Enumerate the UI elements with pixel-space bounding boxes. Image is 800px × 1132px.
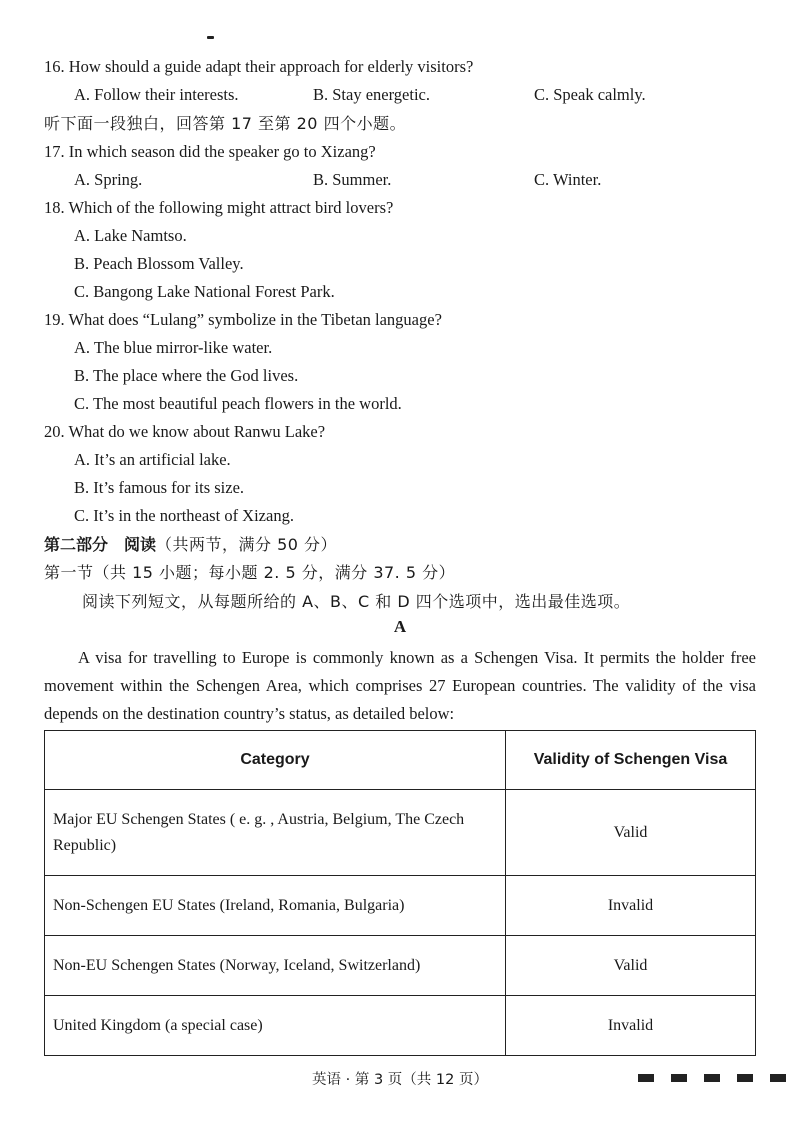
question-17-option-b: B. Summer. xyxy=(313,170,392,189)
table-cell-category: Major EU Schengen States ( e. g. , Austria, Belgium, The Czech Republic) xyxy=(45,790,506,876)
instruction-17-20: 听下面一段独白，回答第 17 至第 20 四个小题。 xyxy=(44,114,407,133)
table-header-row xyxy=(45,731,756,790)
page-footer: 英语 · 第 3 页（共 12 页） xyxy=(312,1072,488,1088)
passage-a-intro xyxy=(44,644,756,728)
table-row xyxy=(45,936,756,996)
dash-mark xyxy=(671,1074,687,1082)
table-row xyxy=(45,876,756,936)
question-19-stem: 19. What does “Lulang” symbolize in the Tibetan language? xyxy=(44,310,442,329)
question-20-option-a: A. It’s an artificial lake. xyxy=(74,450,231,469)
scan-mark xyxy=(207,36,214,39)
question-16-option-a: A. Follow their interests. xyxy=(74,85,239,104)
question-18-stem: 18. Which of the following might attract bird lovers? xyxy=(44,198,394,217)
question-17-option-a: A. Spring. xyxy=(74,170,143,189)
question-19-option-b: B. The place where the God lives. xyxy=(74,366,299,385)
footer-dash-marks xyxy=(638,1074,786,1082)
question-17-stem: 17. In which season did the speaker go to Xizang? xyxy=(44,142,376,161)
question-20-option-b: B. It’s famous for its size. xyxy=(74,478,245,497)
part-two-heading xyxy=(44,534,337,556)
question-19-option-c: C. The most beautiful peach flowers in the world. xyxy=(74,394,402,413)
table-row xyxy=(45,790,756,876)
table-cell-category: Non-Schengen EU States (Ireland, Romania, Bulgaria) xyxy=(45,876,506,936)
passage-label: A xyxy=(393,617,407,636)
dash-mark xyxy=(704,1074,720,1082)
question-20-option-c: C. It’s in the northeast of Xizang. xyxy=(74,506,294,525)
question-19-option-a: A. The blue mirror-like water. xyxy=(74,338,273,357)
visa-validity-table xyxy=(44,730,756,1056)
dash-mark xyxy=(638,1074,654,1082)
table-cell-validity: Invalid xyxy=(506,876,756,936)
question-17-option-c: C. Winter. xyxy=(534,170,602,189)
table-header-category: Category xyxy=(45,731,506,790)
part-two-score: （共两节，满分 50 分） xyxy=(156,535,338,554)
section-one-heading: 第一节（共 15 小题；每小题 2. 5 分，满分 37. 5 分） xyxy=(44,563,456,582)
question-18-option-c: C. Bangong Lake National Forest Park. xyxy=(74,282,335,301)
table-header-validity: Validity of Schengen Visa xyxy=(506,731,756,790)
question-16-option-c: C. Speak calmly. xyxy=(534,85,646,104)
table-cell-category: Non-EU Schengen States (Norway, Iceland, Switzerland) xyxy=(45,936,506,996)
part-two-title: 第二部分 阅读 xyxy=(44,535,157,554)
table-cell-category: United Kingdom (a special case) xyxy=(45,996,506,1056)
table-cell-validity: Valid xyxy=(506,936,756,996)
dash-mark xyxy=(770,1074,786,1082)
passage-a-paragraph: A visa for travelling to Europe is commonly known as a Schengen Visa. It permits the holder free movement within the Schengen Area, which comprises 27 European countries. The validity of the visa depends on the destination country’s status, as detailed below: xyxy=(44,648,756,723)
question-20-stem: 20. What do we know about Ranwu Lake? xyxy=(44,422,326,441)
table-row xyxy=(45,996,756,1056)
table-cell-validity: Invalid xyxy=(506,996,756,1056)
question-18-option-a: A. Lake Namtso. xyxy=(74,226,187,245)
question-16-option-b: B. Stay energetic. xyxy=(313,85,430,104)
reading-instruction: 阅读下列短文，从每题所给的 A、B、C 和 D 四个选项中，选出最佳选项。 xyxy=(82,592,631,611)
table-cell-validity: Valid xyxy=(506,790,756,876)
question-16-stem: 16. How should a guide adapt their approach for elderly visitors? xyxy=(44,57,474,76)
dash-mark xyxy=(737,1074,753,1082)
question-18-option-b: B. Peach Blossom Valley. xyxy=(74,254,244,273)
